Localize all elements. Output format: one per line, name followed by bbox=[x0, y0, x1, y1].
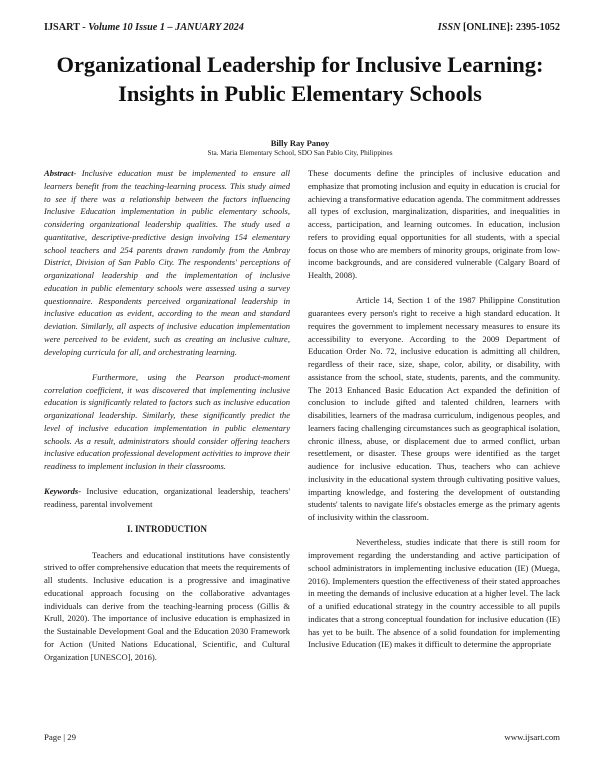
section-heading-introduction: I. INTRODUCTION bbox=[126, 524, 207, 535]
abstract-paragraph-1 bbox=[44, 167, 290, 358]
abstract-paragraph-2: Furthermore, using the Pearson product-moment correlation coefficient, it was discovered that implementing inclusive education is significantly related to factors such as inclusive education organizational leadership. Similarly, these significantly predict the level of inclusive education implementation in public elementary schools. As a result, administrators should consider offering teachers inclusive education professional development activities to improve their readiness to implement inclusion in their classrooms. bbox=[44, 371, 290, 471]
separator: - bbox=[79, 22, 89, 33]
intro-paragraph-1: Teachers and educational institutions have consistently strived to offer comprehensive education that meets the requirements of all students. Inclusive education is a progressive and imaginative educational approach focusing on the collaborative advantages individuals can derive from the teaching-learning process (Gillis & Krull, 2020). The importance of inclusive education is emphasized in the Sustainable Development Goal and the Education 2030 Framework for Action (United Nations Educational, Scientific, and Cultural Organization [UNESCO], 2016). bbox=[44, 549, 290, 662]
keywords-label: Keywords bbox=[44, 486, 79, 497]
website-link[interactable]: www.ijsart.com bbox=[504, 732, 560, 742]
paper-title bbox=[30, 50, 570, 108]
keywords-text: - Inclusive education, organizational leadership, teachers' readiness, parental involvement bbox=[44, 486, 290, 509]
issn-value: [ONLINE]: 2395-1052 bbox=[460, 22, 560, 33]
intro-paragraph-4: Nevertheless, studies indicate that there is still room for improvement regarding the understanding and active participation of school administrators in implementing inclusive education (IE) (Muega, 2016). Implementers question the effectiveness of their stated approaches in meeting the demands of inclusive education at a higher level. The lack of a unified educational strategy in the country accessible to all pupils indicates that a strong conceptual foundation for inclusive education (IE) has yet to be built. The absence of a solid foundation for implementing Inclusive Education (IE) makes it difficult to determine the appropriate bbox=[308, 537, 560, 650]
intro-paragraph-2: These documents define the principles of inclusive education and emphasize that promoting inclusion and equity in education is crucial for achieving a transformative education agenda. The commitment addresses all types of exclusion, marginalization, disparities, and inequalities in access, participation, and learning outcomes. In education, inclusion refers to providing equal opportunities for all students, with a special focus on those who are members of minority groups, originate from low-income backgrounds, and are considered vulnerable (Calgary Board of Health, 2008). bbox=[308, 168, 560, 280]
journal-volume bbox=[44, 22, 244, 36]
author-affiliation: Sta. Maria Elementary School, SDO San Pablo City, Philippines bbox=[207, 149, 393, 157]
running-header bbox=[44, 22, 560, 36]
issn bbox=[438, 22, 560, 36]
page-number: Page | 29 bbox=[44, 732, 77, 742]
right-column bbox=[308, 167, 560, 651]
left-column bbox=[44, 167, 290, 663]
author-name: Billy Ray Panoy bbox=[270, 138, 330, 148]
volume-issue: Volume 10 Issue 1 – JANUARY 2024 bbox=[88, 22, 244, 33]
abstract-label: Abstract- bbox=[44, 168, 77, 178]
title-line-2: Insights in Public Elementary Schools bbox=[118, 81, 482, 106]
issn-label: ISSN bbox=[437, 22, 461, 33]
intro-paragraph-3: Article 14, Section 1 of the 1987 Philippine Constitution guarantees every person's right to receive a high standard education. It requires the government to implement necessary measures to ensure its accessibility to everyone. According to the 2009 Department of Education Order No. 72, inclusive education is admitting all children, regardless of their race, size, shape, color, ability, or disability, with assistance from the school, state, students, parents, and the community. The 2013 Enhanced Basic Education Act expanded the definition of conclusion to include gifted and talented children, learners with disabilities, learners of the madrasa curriculum, indigenous peoples, and learners facing challenging circumstances such as geographical isolation, chronic illness, abuse, or displacement due to armed conflict, urban resettlement, or disaster. These groups were identified as the target audience for inclusive education. Thus, teachers who can achieve inclusivity in the educational system through cultivating positive values, imparting knowledge, and fostering the development of outstanding students' talents to navigate life's obstacles emerge as the primary agents of inclusivity within the classroom. bbox=[308, 295, 560, 522]
abstract-text-1: Inclusive education must be implemented to ensure all learners benefit from the teaching-learning process. This study aimed to see if there was a relationship between the factors influencing Inclusive Education implementation in public elementary schools, considering organizational leadership qualities. The study used a quantitative, descriptive-predictive design involving 154 elementary school teachers and 254 parents drawn randomly from the Ambray District, Division of San Pablo City. The respondents' perceptions of organizational leadership and the implementation of inclusive education in public elementary schools were assessed using a survey questionnaire. Respondents perceived organizational leadership in inclusive education as evident, according to the mean and standard deviation. Similarly, all aspects of inclusive education implementation were perceived to be evident, such as creating an inclusive culture, developing curricula for all, and orchestrating learning. bbox=[44, 168, 290, 357]
journal-name: IJSART bbox=[44, 22, 80, 33]
keywords bbox=[44, 485, 290, 511]
title-line-1: Organizational Leadership for Inclusive Learning: bbox=[56, 52, 544, 77]
